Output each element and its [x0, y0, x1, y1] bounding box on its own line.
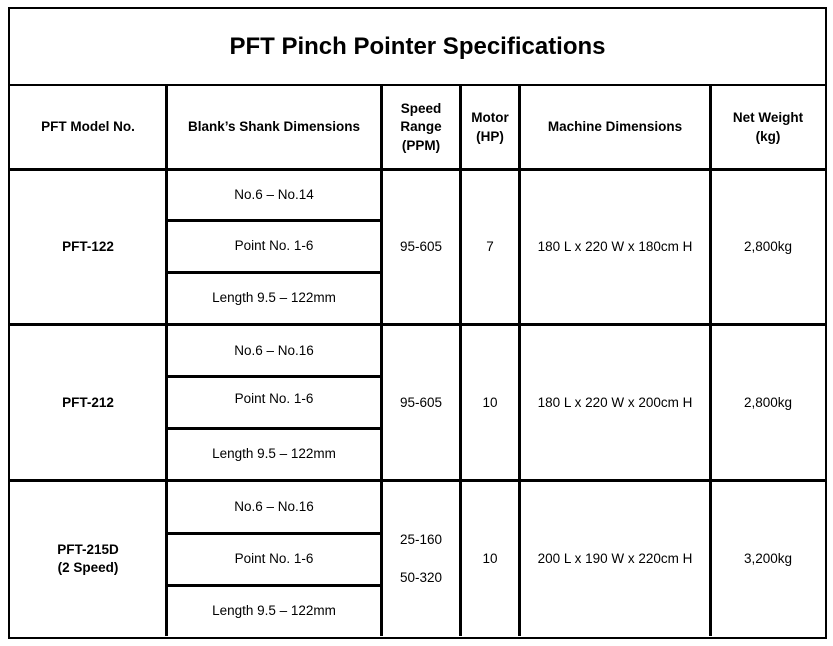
- row-3-model-name: PFT-215D: [57, 541, 119, 557]
- row-1-machine: 180 L x 220 W x 180cm H: [537, 238, 693, 254]
- table-grid: [10, 86, 825, 636]
- row-3-shank-size: No.6 – No.16: [234, 498, 314, 514]
- shank-divider: [165, 584, 383, 587]
- row-1-shank-point: Point No. 1-6: [234, 238, 314, 254]
- row-3-model: [10, 482, 166, 636]
- shank-divider: [165, 271, 383, 274]
- row-3-shank-point: Point No. 1-6: [234, 551, 314, 567]
- row-3-speed: [382, 482, 460, 636]
- row-3-motor: 10: [482, 550, 498, 566]
- header-motor-line1: Motor: [471, 110, 509, 126]
- row-2-shank-point: Point No. 1-6: [234, 391, 314, 406]
- row-2-motor: 10: [482, 394, 498, 410]
- row-1-motor: 7: [486, 238, 494, 254]
- table-title: PFT Pinch Pointer Specifications: [10, 9, 825, 86]
- row-2-machine: 180 L x 220 W x 200cm H: [537, 394, 693, 410]
- header-weight-line1: Net Weight: [732, 110, 804, 126]
- row-2-weight: 2,800kg: [743, 394, 793, 410]
- shank-divider: [165, 427, 383, 430]
- row-1-weight: 2,800kg: [743, 238, 793, 254]
- row-divider-1: [10, 323, 825, 326]
- row-2-model: PFT-212: [62, 394, 114, 410]
- header-motor-line2: (HP): [476, 128, 504, 144]
- shank-divider: [165, 532, 383, 535]
- row-3-model-note: (2 Speed): [57, 560, 119, 575]
- header-motor: [461, 86, 519, 169]
- row-1-shank-size: No.6 – No.14: [234, 186, 314, 202]
- row-1-model: PFT-122: [62, 238, 114, 254]
- row-3-speed-high: 50-320: [399, 570, 443, 585]
- row-divider-header: [10, 168, 825, 171]
- header-machine-dimensions: Machine Dimensions: [547, 119, 683, 135]
- row-3-machine: 200 L x 190 W x 220cm H: [537, 550, 693, 566]
- row-divider-2: [10, 479, 825, 482]
- row-2-speed: 95-605: [399, 394, 443, 410]
- header-speed-line3: (PPM): [401, 137, 441, 153]
- row-3-weight: 3,200kg: [743, 550, 793, 566]
- header-speed-line1: Speed: [400, 101, 442, 117]
- header-shank-dimensions: Blank’s Shank Dimensions: [187, 119, 361, 135]
- shank-divider: [165, 375, 383, 378]
- row-1-shank-length: Length 9.5 – 122mm: [212, 290, 336, 306]
- row-2-shank-length: Length 9.5 – 122mm: [212, 446, 336, 462]
- row-3-shank-length: Length 9.5 – 122mm: [212, 602, 336, 618]
- row-2-shank-size: No.6 – No.16: [234, 342, 314, 358]
- header-net-weight: [711, 86, 825, 169]
- spec-table: [8, 7, 827, 639]
- shank-divider: [165, 219, 383, 222]
- header-speed-line2: Range: [400, 119, 442, 135]
- row-3-speed-low: 25-160: [399, 531, 443, 547]
- row-1-speed: 95-605: [399, 238, 443, 254]
- header-speed-range: [382, 86, 460, 169]
- header-weight-line2: (kg): [755, 128, 781, 144]
- header-model: PFT Model No.: [41, 119, 135, 135]
